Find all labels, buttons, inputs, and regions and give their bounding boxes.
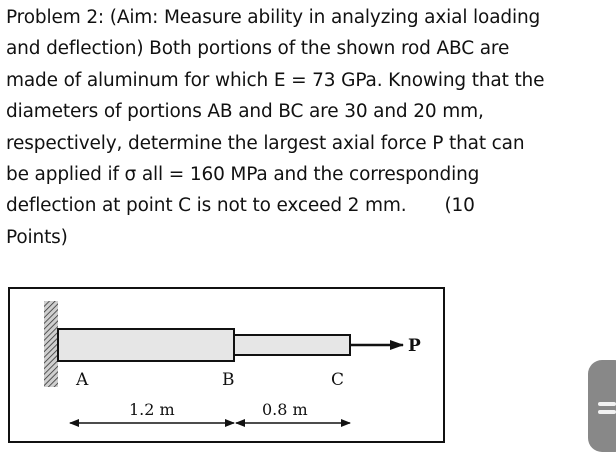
- rod-figure: [8, 287, 445, 443]
- rod-segment-ab: [58, 329, 234, 361]
- problem-line-2: and deflection) Both portions of the shown rod ABC are: [6, 38, 510, 60]
- label-c: C: [331, 370, 345, 390]
- label-p: P: [408, 336, 421, 356]
- fixed-wall-support: [44, 301, 58, 387]
- problem-line-7: deflection at point C is not to exceed 2 mm.: [6, 195, 407, 217]
- problem-statement: [6, 2, 576, 253]
- label-a: A: [76, 370, 89, 390]
- label-b: B: [222, 370, 235, 390]
- points-label: (10: [444, 195, 475, 217]
- scroll-grip-line: [598, 410, 616, 414]
- rod-diagram: [10, 289, 443, 441]
- scroll-grip-line: [598, 402, 616, 406]
- rod-segment-bc: [234, 335, 350, 355]
- problem-line-6: be applied if σ all = 160 MPa and the corresponding: [6, 164, 480, 186]
- problem-line-7-row: [6, 190, 576, 221]
- dimension-bc-length: 0.8 m: [262, 400, 308, 419]
- problem-line-5: respectively, determine the largest axial force P that can: [6, 132, 525, 154]
- scroll-handle-icon[interactable]: [588, 360, 616, 452]
- dimension-ab-length: 1.2 m: [129, 400, 175, 419]
- problem-line-3: made of aluminum for which E = 73 GPa. Knowing that the: [6, 69, 545, 91]
- problem-line-4: diameters of portions AB and BC are 30 and 20 mm,: [6, 101, 484, 123]
- problem-line-8: Points): [6, 226, 68, 248]
- problem-line-1: Problem 2: (Aim: Measure ability in analyzing axial loading: [6, 7, 541, 28]
